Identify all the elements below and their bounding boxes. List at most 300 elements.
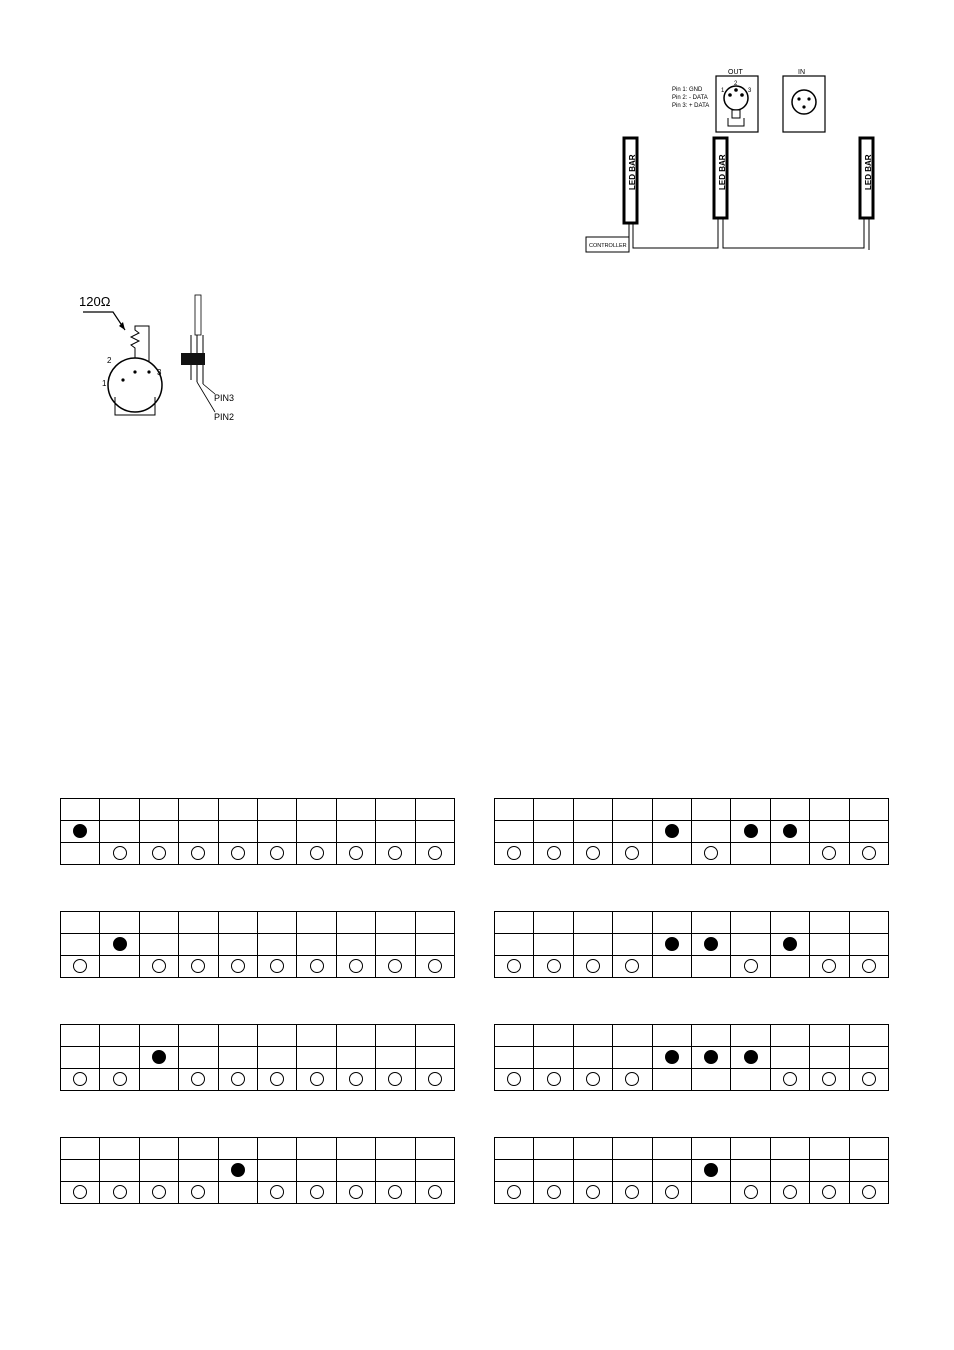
dip-cell: [810, 799, 849, 821]
dip-cell: [770, 934, 809, 956]
dip-cell: [179, 912, 218, 934]
dip-switch-table-left-2: [60, 911, 455, 978]
dip-cell: [810, 843, 849, 865]
dip-cell: [495, 1069, 534, 1091]
switch-off-dot: [665, 1185, 679, 1199]
resistor-label: 120Ω: [79, 294, 111, 309]
switch-off-dot: [388, 1072, 402, 1086]
switch-off-dot: [547, 1072, 561, 1086]
dip-cell: [691, 1138, 730, 1160]
dip-cell: [613, 799, 652, 821]
dip-cell: [613, 912, 652, 934]
dip-cell: [652, 799, 691, 821]
switch-off-dot: [822, 1072, 836, 1086]
dip-cell: [257, 1069, 296, 1091]
heatshrink: [181, 353, 205, 365]
dip-cell: [100, 1069, 139, 1091]
dip-cell: [849, 1160, 888, 1182]
dip-cell: [257, 956, 296, 978]
dip-cell: [297, 799, 336, 821]
dip-cell: [770, 843, 809, 865]
dip-cell: [495, 1047, 534, 1069]
dip-cell: [100, 821, 139, 843]
dip-cell: [139, 1025, 178, 1047]
dip-cell: [139, 799, 178, 821]
dip-cell: [139, 1160, 178, 1182]
switch-off-dot: [507, 959, 521, 973]
svg-text:1: 1: [102, 379, 107, 388]
dip-cell: [810, 956, 849, 978]
switch-off-dot: [586, 959, 600, 973]
dip-cell: [770, 1047, 809, 1069]
switch-off-dot: [428, 846, 442, 860]
switch-on-dot: [783, 824, 797, 838]
dip-cell: [257, 1047, 296, 1069]
switch-off-dot: [152, 1185, 166, 1199]
dip-cell: [179, 956, 218, 978]
dip-cell: [849, 799, 888, 821]
xlr-plug: [108, 358, 162, 412]
switch-off-dot: [73, 959, 87, 973]
dip-cell: [849, 956, 888, 978]
dip-cell: [810, 1025, 849, 1047]
dip-cell: [810, 912, 849, 934]
dip-cell: [218, 1182, 257, 1204]
dip-cell: [731, 1138, 770, 1160]
switch-off-dot: [152, 846, 166, 860]
dip-cell: [573, 799, 612, 821]
switch-on-dot: [704, 937, 718, 951]
dip-cell: [179, 1025, 218, 1047]
dip-cell: [613, 1047, 652, 1069]
dip-cell: [691, 1182, 730, 1204]
dip-cell: [257, 843, 296, 865]
dip-cell: [613, 1069, 652, 1091]
dip-cell: [534, 799, 573, 821]
dip-cell: [495, 934, 534, 956]
dip-cell: [810, 1047, 849, 1069]
dip-cell: [61, 843, 100, 865]
dip-cell: [415, 1069, 454, 1091]
dip-cell: [100, 1138, 139, 1160]
dip-cell: [810, 1182, 849, 1204]
dip-cell: [139, 1138, 178, 1160]
dip-switch-table-left-1: [60, 798, 455, 865]
dip-cell: [770, 1138, 809, 1160]
dip-cell: [336, 912, 375, 934]
dip-cell: [376, 1182, 415, 1204]
switch-off-dot: [507, 1185, 521, 1199]
dip-cell: [495, 1138, 534, 1160]
switch-off-dot: [113, 1072, 127, 1086]
dip-cell: [257, 934, 296, 956]
dip-cell: [100, 1025, 139, 1047]
switch-on-dot: [783, 937, 797, 951]
dip-cell: [534, 1138, 573, 1160]
svg-text:LED BAR: LED BAR: [718, 154, 727, 190]
dip-cell: [376, 799, 415, 821]
switch-off-dot: [862, 959, 876, 973]
dip-cell: [534, 956, 573, 978]
dip-cell: [336, 956, 375, 978]
dip-cell: [731, 1025, 770, 1047]
dip-cell: [61, 1069, 100, 1091]
dip-cell: [731, 1182, 770, 1204]
dip-cell: [652, 1069, 691, 1091]
svg-text:LED BAR: LED BAR: [864, 154, 873, 190]
dip-cell: [297, 1160, 336, 1182]
dip-cell: [810, 821, 849, 843]
dip-cell: [495, 1182, 534, 1204]
switch-off-dot: [349, 959, 363, 973]
dip-cell: [100, 956, 139, 978]
switch-off-dot: [704, 846, 718, 860]
dip-cell: [61, 799, 100, 821]
dip-cell: [139, 821, 178, 843]
dip-cell: [770, 912, 809, 934]
dip-cell: [495, 1160, 534, 1182]
dip-cell: [691, 912, 730, 934]
switch-off-dot: [744, 1185, 758, 1199]
switch-on-dot: [665, 937, 679, 951]
dip-cell: [297, 821, 336, 843]
switch-off-dot: [113, 846, 127, 860]
switch-off-dot: [586, 1072, 600, 1086]
switch-off-dot: [270, 959, 284, 973]
switch-on-dot: [113, 937, 127, 951]
dip-cell: [376, 956, 415, 978]
dip-cell: [257, 912, 296, 934]
svg-text:LED BAR: LED BAR: [628, 154, 637, 190]
switch-off-dot: [310, 1072, 324, 1086]
dip-cell: [336, 821, 375, 843]
switch-off-dot: [428, 1185, 442, 1199]
dip-cell: [415, 934, 454, 956]
dip-cell: [376, 1069, 415, 1091]
svg-text:3: 3: [748, 88, 752, 94]
switch-off-dot: [73, 1185, 87, 1199]
in-label: IN: [798, 69, 805, 76]
switch-off-dot: [822, 846, 836, 860]
dip-cell: [415, 1025, 454, 1047]
switch-on-dot: [744, 824, 758, 838]
dip-cell: [573, 956, 612, 978]
dip-cell: [652, 1025, 691, 1047]
dip-cell: [652, 843, 691, 865]
switch-off-dot: [428, 959, 442, 973]
switch-off-dot: [310, 959, 324, 973]
switch-off-dot: [349, 1072, 363, 1086]
dip-switch-table-right-4: [494, 1137, 889, 1204]
dip-cell: [652, 1047, 691, 1069]
dip-cell: [415, 1047, 454, 1069]
switch-off-dot: [862, 1072, 876, 1086]
dip-cell: [534, 843, 573, 865]
dip-cell: [61, 1047, 100, 1069]
dip-cell: [534, 1160, 573, 1182]
dip-cell: [415, 1182, 454, 1204]
dip-cell: [534, 934, 573, 956]
svg-text:2: 2: [734, 81, 738, 87]
dip-cell: [652, 1138, 691, 1160]
dip-cell: [61, 1138, 100, 1160]
dip-cell: [613, 843, 652, 865]
dip-cell: [495, 843, 534, 865]
pin-legend-1: Pin 1: GND: [672, 87, 703, 93]
dip-switch-table-right-3: [494, 1024, 889, 1091]
dip-cell: [770, 1182, 809, 1204]
dip-cell: [336, 934, 375, 956]
dip-cell: [849, 912, 888, 934]
dip-cell: [534, 1047, 573, 1069]
dip-cell: [810, 1069, 849, 1091]
dip-cell: [100, 1182, 139, 1204]
dip-cell: [179, 821, 218, 843]
switch-off-dot: [625, 846, 639, 860]
svg-text:1: 1: [721, 88, 725, 94]
dip-cell: [336, 1160, 375, 1182]
dip-cell: [731, 912, 770, 934]
dip-cell: [731, 1160, 770, 1182]
dip-cell: [336, 1138, 375, 1160]
terminator-diagram: [75, 290, 245, 425]
dip-cell: [336, 1047, 375, 1069]
dip-cell: [573, 1069, 612, 1091]
dip-cell: [376, 821, 415, 843]
dip-cell: [257, 821, 296, 843]
dip-cell: [257, 1160, 296, 1182]
dip-cell: [179, 1138, 218, 1160]
dip-cell: [691, 1069, 730, 1091]
dip-cell: [652, 1182, 691, 1204]
switch-off-dot: [586, 846, 600, 860]
switch-off-dot: [744, 959, 758, 973]
dip-cell: [415, 799, 454, 821]
switch-off-dot: [822, 959, 836, 973]
switch-off-dot: [388, 959, 402, 973]
dip-cell: [573, 843, 612, 865]
dip-switch-table-left-4: [60, 1137, 455, 1204]
dip-cell: [61, 934, 100, 956]
dip-cell: [849, 1138, 888, 1160]
dip-cell: [652, 1160, 691, 1182]
dip-cell: [179, 934, 218, 956]
dip-cell: [100, 1047, 139, 1069]
dip-cell: [139, 1047, 178, 1069]
dip-cell: [297, 1047, 336, 1069]
dip-cell: [61, 1182, 100, 1204]
dip-cell: [218, 843, 257, 865]
dip-cell: [61, 956, 100, 978]
switch-on-dot: [231, 1163, 245, 1177]
switch-on-dot: [744, 1050, 758, 1064]
dip-cell: [139, 912, 178, 934]
dip-cell: [61, 1160, 100, 1182]
dip-cell: [61, 821, 100, 843]
switch-off-dot: [388, 1185, 402, 1199]
dip-cell: [297, 1069, 336, 1091]
pin2-label: PIN2: [214, 412, 235, 422]
dip-cell: [573, 1160, 612, 1182]
dip-cell: [495, 956, 534, 978]
dip-cell: [139, 1069, 178, 1091]
dip-cell: [849, 1025, 888, 1047]
switch-off-dot: [862, 846, 876, 860]
switch-off-dot: [625, 1072, 639, 1086]
dip-cell: [652, 912, 691, 934]
dip-cell: [849, 843, 888, 865]
dip-cell: [376, 1138, 415, 1160]
dip-cell: [139, 956, 178, 978]
dip-cell: [297, 1138, 336, 1160]
dip-cell: [691, 799, 730, 821]
dip-cell: [376, 1025, 415, 1047]
dip-cell: [297, 934, 336, 956]
in-xlr-socket: [792, 90, 816, 114]
dip-cell: [336, 1069, 375, 1091]
dip-cell: [415, 843, 454, 865]
dip-cell: [770, 1160, 809, 1182]
dip-cell: [415, 956, 454, 978]
dip-cell: [257, 1182, 296, 1204]
dip-cell: [179, 1182, 218, 1204]
dip-switch-table-right-2: [494, 911, 889, 978]
dip-cell: [613, 821, 652, 843]
svg-text:3: 3: [157, 368, 162, 377]
dip-cell: [297, 843, 336, 865]
dip-cell: [218, 1160, 257, 1182]
pin3-label: PIN3: [214, 393, 235, 403]
switch-off-dot: [191, 1185, 205, 1199]
dip-cell: [731, 1047, 770, 1069]
dip-cell: [691, 1025, 730, 1047]
dip-cell: [415, 821, 454, 843]
dip-cell: [534, 821, 573, 843]
dip-cell: [218, 934, 257, 956]
dip-cell: [415, 912, 454, 934]
switch-on-dot: [152, 1050, 166, 1064]
dip-cell: [613, 1025, 652, 1047]
switch-off-dot: [507, 1072, 521, 1086]
switch-off-dot: [625, 1185, 639, 1199]
dip-cell: [691, 843, 730, 865]
dip-cell: [218, 1138, 257, 1160]
dip-cell: [179, 1047, 218, 1069]
dip-cell: [218, 912, 257, 934]
dip-cell: [573, 934, 612, 956]
dip-cell: [336, 1182, 375, 1204]
switch-off-dot: [783, 1072, 797, 1086]
dip-cell: [376, 1160, 415, 1182]
dip-cell: [336, 1025, 375, 1047]
switch-off-dot: [231, 846, 245, 860]
dip-cell: [613, 956, 652, 978]
dip-cell: [218, 821, 257, 843]
dip-cell: [613, 934, 652, 956]
dip-cell: [691, 821, 730, 843]
dip-cell: [731, 821, 770, 843]
dip-cell: [849, 821, 888, 843]
dip-cell: [691, 934, 730, 956]
dip-cell: [297, 956, 336, 978]
switch-off-dot: [113, 1185, 127, 1199]
dip-cell: [495, 821, 534, 843]
switch-on-dot: [704, 1050, 718, 1064]
dip-cell: [297, 1025, 336, 1047]
dip-cell: [810, 1160, 849, 1182]
dip-cell: [573, 1047, 612, 1069]
switch-off-dot: [191, 1072, 205, 1086]
dip-cell: [218, 956, 257, 978]
switch-off-dot: [191, 846, 205, 860]
dip-cell: [100, 934, 139, 956]
switch-off-dot: [270, 1185, 284, 1199]
dip-cell: [376, 1047, 415, 1069]
switch-off-dot: [349, 1185, 363, 1199]
dip-cell: [652, 934, 691, 956]
switch-off-dot: [547, 1185, 561, 1199]
switch-off-dot: [428, 1072, 442, 1086]
dip-cell: [61, 1025, 100, 1047]
dip-cell: [534, 912, 573, 934]
dip-cell: [652, 821, 691, 843]
dip-cell: [770, 1069, 809, 1091]
dip-cell: [731, 956, 770, 978]
dip-cell: [179, 843, 218, 865]
switch-on-dot: [704, 1163, 718, 1177]
dip-cell: [100, 843, 139, 865]
switch-off-dot: [388, 846, 402, 860]
switch-on-dot: [665, 1050, 679, 1064]
switch-off-dot: [191, 959, 205, 973]
dip-cell: [573, 912, 612, 934]
dip-cell: [770, 821, 809, 843]
dip-cell: [495, 1025, 534, 1047]
dip-cell: [139, 1182, 178, 1204]
dip-cell: [100, 1160, 139, 1182]
dip-cell: [376, 934, 415, 956]
dip-cell: [731, 934, 770, 956]
switch-on-dot: [73, 824, 87, 838]
dip-cell: [100, 799, 139, 821]
dip-cell: [297, 1182, 336, 1204]
dip-cell: [218, 799, 257, 821]
dip-cell: [691, 1047, 730, 1069]
dip-cell: [534, 1182, 573, 1204]
dip-cell: [810, 1138, 849, 1160]
dip-cell: [257, 1025, 296, 1047]
dip-cell: [495, 799, 534, 821]
switch-off-dot: [547, 846, 561, 860]
dip-cell: [100, 912, 139, 934]
dip-cell: [652, 956, 691, 978]
dmx-wiring-diagram: [580, 60, 890, 260]
dip-cell: [218, 1069, 257, 1091]
dip-cell: [179, 1160, 218, 1182]
controller-label: CONTROLLER: [589, 243, 627, 249]
dip-cell: [613, 1160, 652, 1182]
dip-cell: [218, 1025, 257, 1047]
dip-cell: [770, 1025, 809, 1047]
dip-cell: [534, 1069, 573, 1091]
switch-off-dot: [625, 959, 639, 973]
dip-cell: [731, 799, 770, 821]
dip-cell: [495, 912, 534, 934]
svg-text:2: 2: [107, 356, 112, 365]
switch-off-dot: [231, 959, 245, 973]
pin-legend-2: Pin 2: - DATA: [672, 95, 708, 101]
dip-cell: [179, 1069, 218, 1091]
